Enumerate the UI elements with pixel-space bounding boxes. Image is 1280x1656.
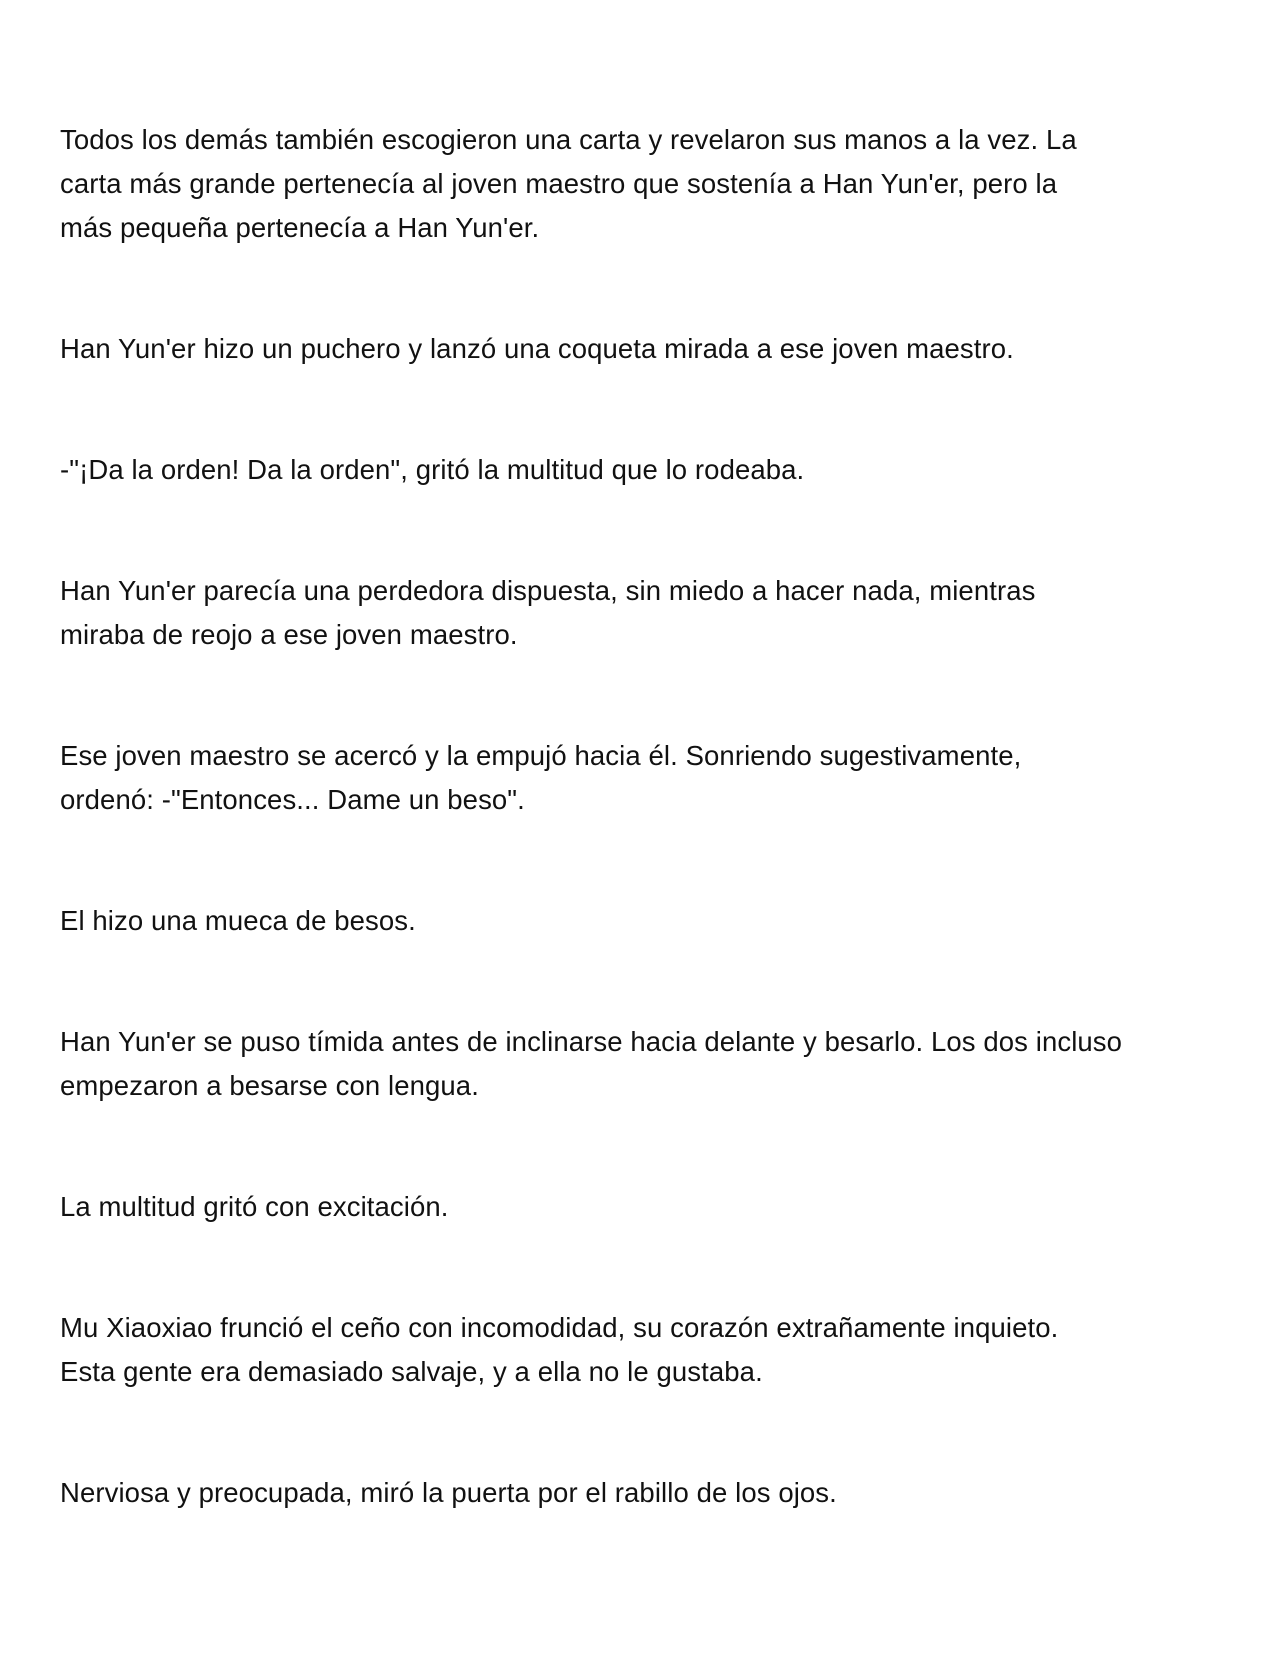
text-line: miraba de reojo a ese joven maestro. xyxy=(60,619,518,650)
paragraph-1 xyxy=(60,118,1220,250)
paragraph-2 xyxy=(60,327,1220,371)
paragraph-3 xyxy=(60,448,1220,492)
paragraph-7 xyxy=(60,1020,1220,1108)
text-line: Han Yun'er hizo un puchero y lanzó una coqueta mirada a ese joven maestro. xyxy=(60,333,1014,364)
paragraph-9 xyxy=(60,1306,1220,1394)
text-line: Mu Xiaoxiao frunció el ceño con incomodidad, su corazón extrañamente inquieto. xyxy=(60,1312,1059,1343)
text-line: más pequeña pertenecía a Han Yun'er. xyxy=(60,212,540,243)
text-line: Han Yun'er se puso tímida antes de inclinarse hacia delante y besarlo. Los dos incluso xyxy=(60,1026,1123,1057)
paragraph-10 xyxy=(60,1471,1220,1515)
text-line: Nerviosa y preocupada, miró la puerta por el rabillo de los ojos. xyxy=(60,1477,837,1508)
paragraph-5 xyxy=(60,734,1220,822)
paragraph-6 xyxy=(60,899,1220,943)
text-line: Esta gente era demasiado salvaje, y a ella no le gustaba. xyxy=(60,1356,763,1387)
paragraph-4 xyxy=(60,569,1220,657)
text-line: La multitud gritó con excitación. xyxy=(60,1191,449,1222)
text-line: Ese joven maestro se acercó y la empujó hacia él. Sonriendo sugestivamente, xyxy=(60,740,1022,771)
text-line: Todos los demás también escogieron una carta y revelaron sus manos a la vez. La xyxy=(60,124,1077,155)
text-line: El hizo una mueca de besos. xyxy=(60,905,416,936)
text-line: ordenó: -"Entonces... Dame un beso". xyxy=(60,784,525,815)
text-line: -"¡Da la orden! Da la orden", gritó la multitud que lo rodeaba. xyxy=(60,454,805,485)
paragraph-8 xyxy=(60,1185,1220,1229)
text-line: carta más grande pertenecía al joven maestro que sostenía a Han Yun'er, pero la xyxy=(60,168,1058,199)
text-line: Han Yun'er parecía una perdedora dispuesta, sin miedo a hacer nada, mientras xyxy=(60,575,1036,606)
text-line: empezaron a besarse con lengua. xyxy=(60,1070,479,1101)
